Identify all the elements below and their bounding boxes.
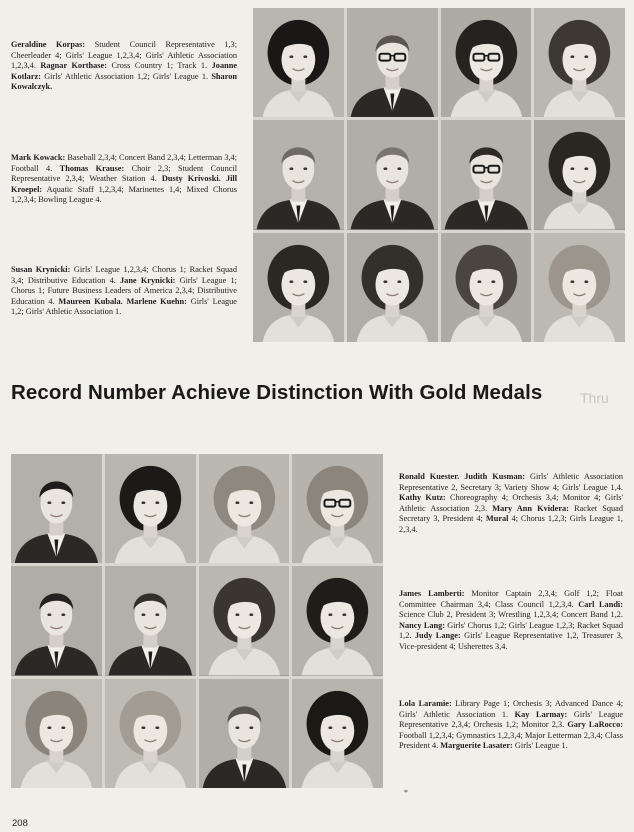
student-name: Geraldine Korpas: [11, 40, 86, 49]
student-portrait-photo [253, 120, 344, 229]
student-activities: Girls' League Representative 2,3,4; Orchesis 1,2; Monitor 2,3. [399, 709, 624, 730]
student-portrait-photo [11, 454, 102, 563]
caption-block-4 [399, 472, 623, 536]
portrait-grid-top [253, 8, 625, 342]
student-portrait-photo [292, 679, 383, 788]
student-activities: Cross Country 1; Track 1. [106, 61, 212, 71]
student-activities: Girls' Chorus 1,2; Girls' League 1,2,3; Racket Squad 1,2. [399, 620, 623, 641]
caption-block-6 [399, 699, 623, 752]
student-name: Judy Lange: [414, 631, 461, 641]
student-name: Maureen Kubala. [58, 296, 123, 306]
student-portrait-photo [534, 120, 625, 229]
student-activities: Football 1,2,3,4; Gymnastics 1,2,3,4; Major Letterman 2,3,4; Class President 4. [399, 730, 623, 751]
student-activities: Baseball 2,3,4; Concert Band 2,3,4; Letterman 3,4; Football 4. [11, 153, 238, 173]
student-name: James Lamberti: [399, 589, 465, 598]
student-portrait-photo [105, 454, 196, 563]
student-activities: Girls' League Representative 1,2, Treasurer 3, Vice-president 4; Usherettes 3,4. [399, 631, 623, 651]
student-activities: Girls' League 1,2; Girls' Athletic Association 1. [11, 296, 237, 317]
student-portrait-photo [292, 454, 383, 563]
student-name: Thomas Krause: [59, 163, 125, 173]
student-portrait-photo [441, 233, 532, 342]
student-portrait-photo [253, 233, 344, 342]
student-portrait-photo [441, 120, 532, 229]
student-portrait-photo [105, 679, 196, 788]
student-name: Marguerite Lasater: [440, 741, 513, 751]
star-mark: * [404, 788, 408, 797]
student-name: Joanne Kotlarz: [11, 61, 237, 81]
student-name: Susan Krynicki: [11, 265, 71, 274]
caption-block-5 [399, 589, 623, 653]
student-portrait-photo [105, 566, 196, 675]
student-activities: Student Council Representative 1,3; Cheerleader 4; Girls' League 1,2,3,4; Girls' Athletic Association 1,2,3,4. [11, 40, 237, 71]
student-activities: Choreography 4; Orchesis 3,4; Monitor 4; Girls' Athletic Association 2,3. [399, 493, 623, 513]
student-portrait-photo [347, 120, 438, 229]
student-name: Ronald Kuester. [399, 472, 460, 481]
page-headline: Record Number Achieve Distinction With Gold Medals [11, 381, 543, 404]
student-name: Mural [485, 514, 509, 524]
student-activities: Girls' League 1; Chorus 1; Future Business Leaders of America 2,3,4; Distributive Education 4. [11, 275, 237, 306]
student-portrait-photo [347, 8, 438, 117]
student-portrait-photo [11, 566, 102, 675]
caption-block-1 [11, 40, 237, 93]
student-name: Gary LaRocco: [567, 720, 623, 730]
student-activities: Monitor Captain 2,3,4; Golf 1,2; Float Committee Chairman 3,4; Class Council 1,2,3,4. [399, 589, 623, 609]
student-name: Mark Kowack: [11, 153, 66, 162]
student-name: Kathy Kutz: [399, 493, 446, 503]
bleed-through-text: Thru [580, 390, 609, 406]
student-name: Kay Larmay: [514, 709, 568, 719]
portrait-grid-bottom [11, 454, 383, 788]
student-activities: Library Page 1; Orchesis 3; Advanced Dance 4; Girls' Athletic Association 1. [399, 699, 623, 719]
student-portrait-photo [534, 8, 625, 117]
student-activities: Girls' Athletic Association Representative 2, Secretary 3; Variety Show 4; Girls' League 1,4. [399, 472, 624, 492]
student-name: Lola Laramie: [399, 699, 452, 708]
student-activities: Girls' League 1. [512, 741, 568, 751]
student-portrait-photo [534, 233, 625, 342]
student-portrait-photo [347, 233, 438, 342]
student-portrait-photo [199, 454, 290, 563]
student-activities: 4; Chorus 1,2,3; Girls League 1, 2,3,4. [399, 514, 623, 534]
student-portrait-photo [199, 679, 290, 788]
page-number: 208 [12, 818, 28, 829]
student-name: Sharon Kowalczyk. [11, 71, 237, 92]
student-portrait-photo [199, 566, 290, 675]
student-activities: Racket Squad Secretary 3, President 4; [399, 503, 623, 524]
student-activities: Aquatic Staff 1,2,3,4; Marinettes 1,4; Mixed Chorus 1,2,3,4; Bowling League 4. [11, 184, 237, 205]
student-name: Carl Landi: [578, 599, 623, 609]
student-name: Jane Krynicki: [120, 275, 176, 285]
caption-block-2 [11, 153, 237, 206]
student-activities: Girls' League 1,2,3,4; Chorus 1; Racket Squad 3,4; Distributive Education 4. [11, 265, 237, 285]
student-activities: Girls' Athletic Association 1,2; Girls' League 1. [40, 71, 212, 81]
student-name: Dusty Krivoski. [161, 174, 221, 184]
student-name: Nancy Lang: [399, 620, 446, 630]
caption-block-3 [11, 265, 237, 318]
student-activities: Science Club 2, President 3; Wrestling 1,2,3,4; Concert Band 1,2. [399, 610, 623, 620]
student-portrait-photo [11, 679, 102, 788]
student-portrait-photo [253, 8, 344, 117]
student-portrait-photo [441, 8, 532, 117]
student-activities: Choir 2,3; Student Council Representative 2,3,4; Weather Station 4. [11, 163, 238, 184]
student-name: Judith Kusman: [464, 472, 525, 481]
student-name: Mary Ann Kvidera: [492, 503, 569, 513]
student-name: Marlene Kuehn: [126, 296, 187, 306]
student-name: Ragnar Korthase: [40, 61, 107, 71]
student-name: Jill Kroepel: [11, 174, 238, 194]
student-portrait-photo [292, 566, 383, 675]
